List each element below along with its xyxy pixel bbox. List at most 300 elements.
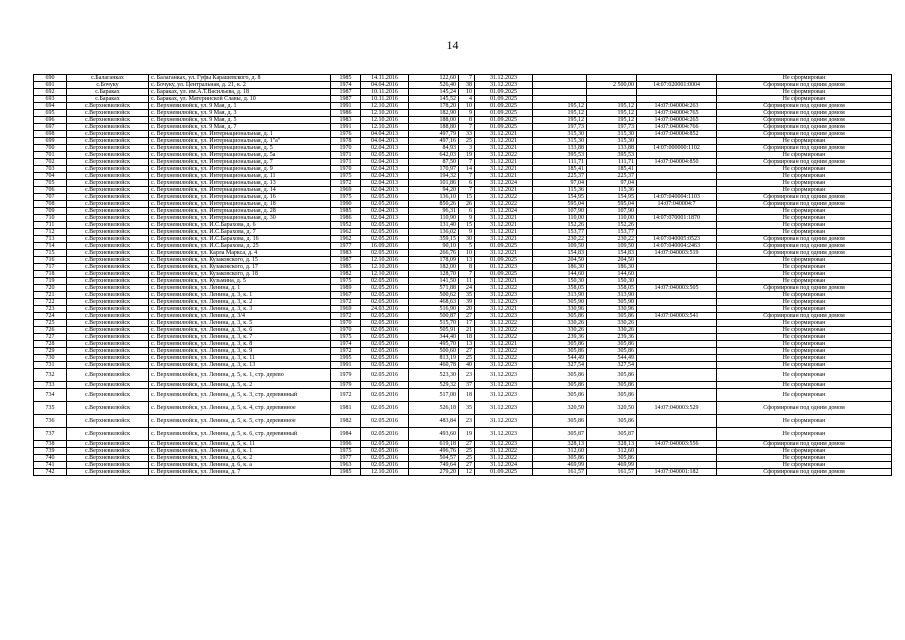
value-a-cell: 305,86 — [533, 382, 587, 389]
count-cell: 33 — [459, 131, 475, 138]
value-a-cell: 97,04 — [533, 180, 587, 187]
address-cell: с. Верхневилюйск, ул. Ленина, д. 5, к. 6, стр. деревянный — [149, 428, 331, 441]
row-number-cell: 720 — [34, 285, 67, 292]
area-cell: 813,19 — [409, 355, 459, 362]
date-cell: 02.05.2016 — [361, 194, 409, 201]
count-cell: 23 — [459, 369, 475, 382]
count-cell: 25 — [459, 455, 475, 462]
value-b-cell: 305,86 — [587, 415, 637, 428]
row-number-cell: 694 — [34, 103, 67, 110]
area-cell: 279,20 — [409, 469, 459, 476]
date-cell: 02.05.2016 — [361, 236, 409, 243]
value-a-cell: 133,88 — [533, 145, 587, 152]
cadastral-number-cell: 14:07:040004:1103 — [637, 194, 717, 201]
address-cell: с. Балаганках, ул. Гуфы Карашевского, д. 8 — [149, 75, 331, 82]
area-cell: 266,76 — [409, 250, 459, 257]
status-cell: Не сформирован — [717, 222, 892, 229]
row-number-cell: 715 — [34, 250, 67, 257]
table-row — [34, 187, 892, 194]
deadline-cell: 31.12.2022 — [475, 320, 533, 327]
cadastral-number-cell — [637, 448, 717, 455]
address-cell: с. Верхневилюйск, ул. 9 Мая, д. 5 — [149, 117, 331, 124]
status-cell: Не сформирован — [717, 229, 892, 236]
table-row — [34, 243, 892, 250]
address-cell: с. Верхневилюйск, ул. Ленина, д. 6, к. 2 — [149, 455, 331, 462]
status-cell: Не сформирован — [717, 334, 892, 341]
deadline-cell: 31.12.2021 — [475, 278, 533, 285]
table-row — [34, 257, 892, 264]
value-a-cell: 305,86 — [533, 389, 587, 402]
date-cell: 02.05.2016 — [361, 402, 409, 415]
value-b-cell: 197,73 — [587, 124, 637, 131]
count-cell: 26 — [459, 201, 475, 208]
table-row — [34, 320, 892, 327]
address-cell: с. Верхневилюйск, ул. 9 Мая, д. 3 — [149, 110, 331, 117]
status-cell: Сформирован под одним домом — [717, 124, 892, 131]
value-b-cell: 195,12 — [587, 117, 637, 124]
area-cell: 504,57 — [409, 455, 459, 462]
settlement-cell: с.Верхневилюйск — [67, 201, 149, 208]
row-number-cell: 728 — [34, 341, 67, 348]
row-number-cell: 702 — [34, 159, 67, 166]
year-built-cell: 1984 — [331, 428, 361, 441]
cadastral-number-cell — [637, 180, 717, 187]
value-b-cell: 107,90 — [587, 208, 637, 215]
date-cell: 12.10.2016 — [361, 117, 409, 124]
table-row — [34, 89, 892, 96]
table-row — [34, 285, 892, 292]
address-cell: с. Бараках, ул. им.А.Т.Васильева, д. 18 — [149, 89, 331, 96]
year-built-cell: 1969 — [331, 306, 361, 313]
status-cell: Сформирован под одним домом — [717, 441, 892, 448]
value-b-cell: 195,12 — [587, 110, 637, 117]
cadastral-number-cell — [637, 348, 717, 355]
value-a-cell: 544,49 — [533, 355, 587, 362]
year-built-cell: 1996 — [331, 441, 361, 448]
area-cell: 523,30 — [409, 369, 459, 382]
settlement-cell: с.Верхневилюйск — [67, 355, 149, 362]
count-cell: 7 — [459, 124, 475, 131]
value-a-cell: 144,60 — [533, 271, 587, 278]
address-cell: с. Верхневилюйск, ул. Карла Маркса, д. 4 — [149, 250, 331, 257]
value-b-cell: 239,36 — [587, 334, 637, 341]
cadastral-number-cell — [637, 271, 717, 278]
deadline-cell: 31.12.2021 — [475, 250, 533, 257]
area-cell: 516,90 — [409, 306, 459, 313]
row-number-cell: 705 — [34, 180, 67, 187]
status-cell: Сформирован под одним домом — [717, 117, 892, 124]
settlement-cell: с.Верхневилюйск — [67, 402, 149, 415]
row-number-cell: 725 — [34, 320, 67, 327]
settlement-cell: с.Верхневилюйск — [67, 103, 149, 110]
row-number-cell: 696 — [34, 117, 67, 124]
address-cell: с. Верхневилюйск, ул. Кузьмина, д. 5 — [149, 278, 331, 285]
count-cell: 6 — [459, 208, 475, 215]
table-row — [34, 469, 892, 476]
value-a-cell: 305,86 — [533, 313, 587, 320]
table-row — [34, 117, 892, 124]
count-cell: 8 — [459, 264, 475, 271]
value-a-cell: 225,37 — [533, 173, 587, 180]
address-cell: с. Бараках, ул. Материнской Славы, д. 10 — [149, 96, 331, 103]
row-number-cell: 698 — [34, 131, 67, 138]
table-row — [34, 306, 892, 313]
row-number-cell: 724 — [34, 313, 67, 320]
table-row — [34, 208, 892, 215]
address-cell: с. Верхневилюйск, ул. Интернациональная, д. 11 — [149, 173, 331, 180]
row-number-cell: 727 — [34, 334, 67, 341]
year-built-cell: 1975 — [331, 278, 361, 285]
cadastral-number-cell: 14:07:040004:7 — [637, 201, 717, 208]
row-number-cell: 739 — [34, 448, 67, 455]
date-cell: 02.04.2013 — [361, 159, 409, 166]
cadastral-number-cell — [637, 257, 717, 264]
area-cell: 344,40 — [409, 334, 459, 341]
count-cell: 25 — [459, 448, 475, 455]
settlement-cell: с.Верхневилюйск — [67, 145, 149, 152]
cadastral-number-cell — [637, 428, 717, 441]
address-cell: с. Верхневилюйск, ул. И.С.Барахова, д. 16 — [149, 236, 331, 243]
value-a-cell: 111,71 — [533, 159, 587, 166]
value-b-cell: 109,50 — [587, 243, 637, 250]
address-cell: с. Верхневилюйск, ул. Ленина, д. 5, к. 1, стр. дерево — [149, 369, 331, 382]
year-built-cell: 1972 — [331, 348, 361, 355]
cadastral-number-cell — [637, 362, 717, 369]
settlement-cell: с.Верхневилюйск — [67, 299, 149, 306]
status-cell: Не сформирован — [717, 428, 892, 441]
row-number-cell: 713 — [34, 236, 67, 243]
deadline-cell: 31.12.2024 — [475, 462, 533, 469]
year-built-cell: 1981 — [331, 402, 361, 415]
value-b-cell: 305,87 — [587, 428, 637, 441]
row-number-cell: 710 — [34, 215, 67, 222]
address-cell: с. Верхневилюйск, ул. Интернациональная, д. 28 — [149, 208, 331, 215]
value-a-cell: 152,26 — [533, 222, 587, 229]
value-b-cell: 395,53 — [587, 152, 637, 159]
deadline-cell: 31.12.2021 — [475, 341, 533, 348]
settlement-cell: с.Верхневилюйск — [67, 462, 149, 469]
deadline-cell: 31.12.2021 — [475, 222, 533, 229]
value-b-cell: 154,83 — [587, 250, 637, 257]
status-cell: Сформирован под одним домом — [717, 194, 892, 201]
address-cell: с. Верхневилюйск, ул. Ленина, д. 6, к. а — [149, 462, 331, 469]
table-row — [34, 159, 892, 166]
status-cell: Сформирован под одним домом — [717, 145, 892, 152]
year-built-cell: 1990 — [331, 201, 361, 208]
deadline-cell: 31.12.2023 — [475, 389, 533, 402]
area-cell: 141,50 — [409, 278, 459, 285]
count-cell: 9 — [459, 215, 475, 222]
status-cell: Сформирован под одним домом — [717, 103, 892, 110]
cadastral-number-cell: 14:07:040005:0523 — [637, 236, 717, 243]
value-a-cell: 109,50 — [533, 243, 587, 250]
table-row — [34, 428, 892, 441]
status-cell: Не сформирован — [717, 299, 892, 306]
settlement-cell: с.Верхневилюйск — [67, 117, 149, 124]
status-cell: Не сформирован — [717, 180, 892, 187]
count-cell: 10 — [459, 103, 475, 110]
deadline-cell: 01.09.2025 — [475, 469, 533, 476]
area-cell: 136,10 — [409, 194, 459, 201]
value-a-cell: 204,50 — [533, 257, 587, 264]
value-a-cell: 395,53 — [533, 152, 587, 159]
status-cell: Не сформирован — [717, 166, 892, 173]
value-a-cell: 328,13 — [533, 441, 587, 448]
area-cell: 90,10 — [409, 243, 459, 250]
area-cell: 122,60 — [409, 75, 459, 82]
status-cell: Не сформирован — [717, 355, 892, 362]
count-cell: 30 — [459, 236, 475, 243]
year-built-cell: 1991 — [331, 124, 361, 131]
row-number-cell: 732 — [34, 369, 67, 382]
year-built-cell: 1977 — [331, 455, 361, 462]
table-row — [34, 415, 892, 428]
settlement-cell: с.Верхневилюйск — [67, 292, 149, 299]
count-cell: 21 — [459, 327, 475, 334]
table-row — [34, 441, 892, 448]
deadline-cell: 31.12.2023 — [475, 75, 533, 82]
deadline-cell: 31.12.2023 — [475, 428, 533, 441]
status-cell: Не сформирован — [717, 348, 892, 355]
cadastral-number-cell: 14:07:000000:1102 — [637, 145, 717, 152]
year-built-cell: 1970 — [331, 327, 361, 334]
settlement-cell: с.Верхневилюйск — [67, 159, 149, 166]
count-cell: 27 — [459, 441, 475, 448]
date-cell: 02.04.2013 — [361, 180, 409, 187]
deadline-cell: 31.12.2021 — [475, 236, 533, 243]
year-built-cell: 1974 — [331, 82, 361, 89]
settlement-cell: с.Верхневилюйск — [67, 469, 149, 476]
settlement-cell: с.Верхневилюйск — [67, 152, 149, 159]
date-cell: 02.05.2016 — [361, 462, 409, 469]
status-cell: Сформирован под одним домом — [717, 313, 892, 320]
value-a-cell: 315,30 — [533, 138, 587, 145]
row-number-cell: 734 — [34, 389, 67, 402]
value-b-cell: 144,60 — [587, 271, 637, 278]
row-number-cell: 703 — [34, 166, 67, 173]
status-cell: Не сформирован — [717, 208, 892, 215]
date-cell: 02.04.2013 — [361, 173, 409, 180]
area-cell: 619,18 — [409, 441, 459, 448]
year-built-cell: 1963 — [331, 462, 361, 469]
value-b-cell: 595,04 — [587, 201, 637, 208]
table-row — [34, 236, 892, 243]
row-number-cell: 691 — [34, 82, 67, 89]
year-built-cell: 1989 — [331, 285, 361, 292]
table-row — [34, 96, 892, 103]
value-a-cell: 327,54 — [533, 362, 587, 369]
address-cell: с. Верхневилюйск, ул. Ленина, д. 3, к. 9 — [149, 348, 331, 355]
value-a-cell: 305,86 — [533, 341, 587, 348]
year-built-cell: 1974 — [331, 341, 361, 348]
status-cell: Не сформирован — [717, 462, 892, 469]
cadastral-number-cell: 14:07:040004:263 — [637, 103, 717, 110]
row-number-cell: 742 — [34, 469, 67, 476]
settlement-cell: с.Верхневилюйск — [67, 138, 149, 145]
deadline-cell: 31.12.2023 — [475, 415, 533, 428]
value-a-cell: 195,12 — [533, 117, 587, 124]
address-cell: с. Бочуку, ул. Центральная, д. 21, к. 2 — [149, 82, 331, 89]
date-cell: 12.10.2016 — [361, 110, 409, 117]
settlement-cell: с.Верхневилюйск — [67, 208, 149, 215]
date-cell: 16.09.2016 — [361, 243, 409, 250]
area-cell: 850,26 — [409, 201, 459, 208]
area-cell: 495,70 — [409, 341, 459, 348]
area-cell: 188,00 — [409, 117, 459, 124]
status-cell: Не сформирован — [717, 341, 892, 348]
date-cell: 02.04.2013 — [361, 208, 409, 215]
status-cell: Не сформирован — [717, 369, 892, 382]
address-cell: с. Верхневилюйск, ул. Ленина, д. 6, к. 1 — [149, 448, 331, 455]
value-a-cell: 161,57 — [533, 469, 587, 476]
value-b-cell: 2 500,00 — [587, 82, 637, 89]
value-b-cell: 161,57 — [587, 469, 637, 476]
table-row — [34, 124, 892, 131]
date-cell: 04.04.2016 — [361, 82, 409, 89]
area-cell: 515,70 — [409, 320, 459, 327]
address-cell: с. Верхневилюйск, ул. Интернациональная, д. 16 — [149, 194, 331, 201]
value-b-cell: 305,86 — [587, 389, 637, 402]
status-cell: Не сформирован — [717, 264, 892, 271]
settlement-cell: с.Верхневилюйск — [67, 264, 149, 271]
value-b-cell: 327,54 — [587, 362, 637, 369]
table-row — [34, 341, 892, 348]
area-cell: 493,60 — [409, 428, 459, 441]
table-row — [34, 145, 892, 152]
date-cell: 12.10.2016 — [361, 271, 409, 278]
year-built-cell: 1975 — [331, 173, 361, 180]
status-cell: Сформирован под одним домом — [717, 469, 892, 476]
cadastral-number-cell: 14:07:040004:765 — [637, 110, 717, 117]
cadastral-number-cell — [637, 138, 717, 145]
row-number-cell: 708 — [34, 201, 67, 208]
settlement-cell: с.Верхневилюйск — [67, 285, 149, 292]
deadline-cell: 31.12.2023 — [475, 299, 533, 306]
table-row — [34, 131, 892, 138]
value-a-cell: 195,12 — [533, 103, 587, 110]
deadline-cell: 31.12.2021 — [475, 138, 533, 145]
address-cell: с. Верхневилюйск, ул. Ленина, д. 3, к. 5 — [149, 320, 331, 327]
row-number-cell: 693 — [34, 96, 67, 103]
address-cell: с. Верхневилюйск, ул. Кузаковского, д. 15 — [149, 257, 331, 264]
row-number-cell: 726 — [34, 327, 67, 334]
value-b-cell: 544,49 — [587, 355, 637, 362]
address-cell: с. Верхневилюйск, ул. Ленина, д. 5, к. 2 — [149, 382, 331, 389]
settlement-cell: с.Верхневилюйск — [67, 215, 149, 222]
count-cell: 4 — [459, 96, 475, 103]
year-built-cell: 1975 — [331, 334, 361, 341]
count-cell: 7 — [459, 159, 475, 166]
count-cell: 9 — [459, 229, 475, 236]
date-cell: 02.05.2016 — [361, 362, 409, 369]
table-row — [34, 355, 892, 362]
address-cell: с. Верхневилюйск, ул. Интернациональная, д. 5а — [149, 152, 331, 159]
status-cell: Сформирован под одним домом — [717, 131, 892, 138]
year-built-cell: 1986 — [331, 215, 361, 222]
cadastral-number-cell — [637, 75, 717, 82]
area-cell: 87,50 — [409, 159, 459, 166]
deadline-cell: 31.12.2022 — [475, 334, 533, 341]
count-cell: 13 — [459, 341, 475, 348]
table-row — [34, 166, 892, 173]
year-built-cell: 1995 — [331, 355, 361, 362]
value-b-cell: 330,96 — [587, 306, 637, 313]
table-row — [34, 348, 892, 355]
area-cell: 500,62 — [409, 292, 459, 299]
settlement-cell: с.Бараках — [67, 89, 149, 96]
cadastral-number-cell — [637, 382, 717, 389]
table-row — [34, 229, 892, 236]
year-built-cell: 1982 — [331, 271, 361, 278]
date-cell: 02.05.2016 — [361, 382, 409, 389]
deadline-cell: 31.12.2024 — [475, 180, 533, 187]
table-row — [34, 299, 892, 306]
address-cell: с. Верхневилюйск, ул. 9 Мая, д. 1 — [149, 103, 331, 110]
address-cell: с. Верхневилюйск, ул. Ленина, д. 5, к. 11 — [149, 441, 331, 448]
status-cell: Не сформирован — [717, 152, 892, 159]
deadline-cell: 31.12.2021 — [475, 145, 533, 152]
count-cell: 18 — [459, 389, 475, 402]
row-number-cell: 737 — [34, 428, 67, 441]
settlement-cell: с.Верхневилюйск — [67, 415, 149, 428]
area-cell: 94,20 — [409, 187, 459, 194]
settlement-cell: с.Верхневилюйск — [67, 124, 149, 131]
value-b-cell: 305,86 — [587, 369, 637, 382]
value-a-cell: 305,86 — [533, 415, 587, 428]
cadastral-number-cell — [637, 341, 717, 348]
cadastral-number-cell — [637, 462, 717, 469]
table-row — [34, 462, 892, 469]
count-cell: 7 — [459, 75, 475, 82]
date-cell: 12.10.2016 — [361, 264, 409, 271]
settlement-cell: с.Верхневилюйск — [67, 257, 149, 264]
count-cell: 13 — [459, 257, 475, 264]
area-cell: 497,16 — [409, 138, 459, 145]
year-built-cell: 1970 — [331, 320, 361, 327]
date-cell: 02.05.2016 — [361, 292, 409, 299]
count-cell: 24 — [459, 285, 475, 292]
year-built-cell: 1985 — [331, 208, 361, 215]
deadline-cell: 31.12.2022 — [475, 348, 533, 355]
deadline-cell: 31.12.2022 — [475, 285, 533, 292]
cadastral-number-cell — [637, 320, 717, 327]
value-a-cell: 239,36 — [533, 334, 587, 341]
address-cell: с. Верхневилюйск, ул. Ленина, д. 3, к. 7 — [149, 334, 331, 341]
area-cell: 182,00 — [409, 264, 459, 271]
table-row — [34, 222, 892, 229]
deadline-cell: 31.12.2022 — [475, 355, 533, 362]
year-built-cell: 1976 — [331, 131, 361, 138]
settlement-cell: с.Верхневилюйск — [67, 243, 149, 250]
cadastral-number-cell — [637, 166, 717, 173]
status-cell: Не сформирован — [717, 362, 892, 369]
value-b-cell: 305,90 — [587, 299, 637, 306]
value-a-cell: 595,04 — [533, 201, 587, 208]
count-cell: 27 — [459, 462, 475, 469]
status-cell: Не сформирован — [717, 89, 892, 96]
address-cell: с. Верхневилюйск, ул. Ленина, д. 3, к. 11 — [149, 355, 331, 362]
value-b-cell: 153,77 — [587, 229, 637, 236]
date-cell: 02.05.2016 — [361, 201, 409, 208]
cadastral-number-cell — [637, 89, 717, 96]
count-cell: 9 — [459, 110, 475, 117]
row-number-cell: 740 — [34, 455, 67, 462]
value-b-cell: 320,50 — [587, 402, 637, 415]
value-b-cell: 133,88 — [587, 145, 637, 152]
address-cell: с. Верхневилюйск, ул. Ленина, д. 3, к. 3 — [149, 306, 331, 313]
status-cell: Не сформирован — [717, 215, 892, 222]
settlement-cell: с.Бараках — [67, 96, 149, 103]
